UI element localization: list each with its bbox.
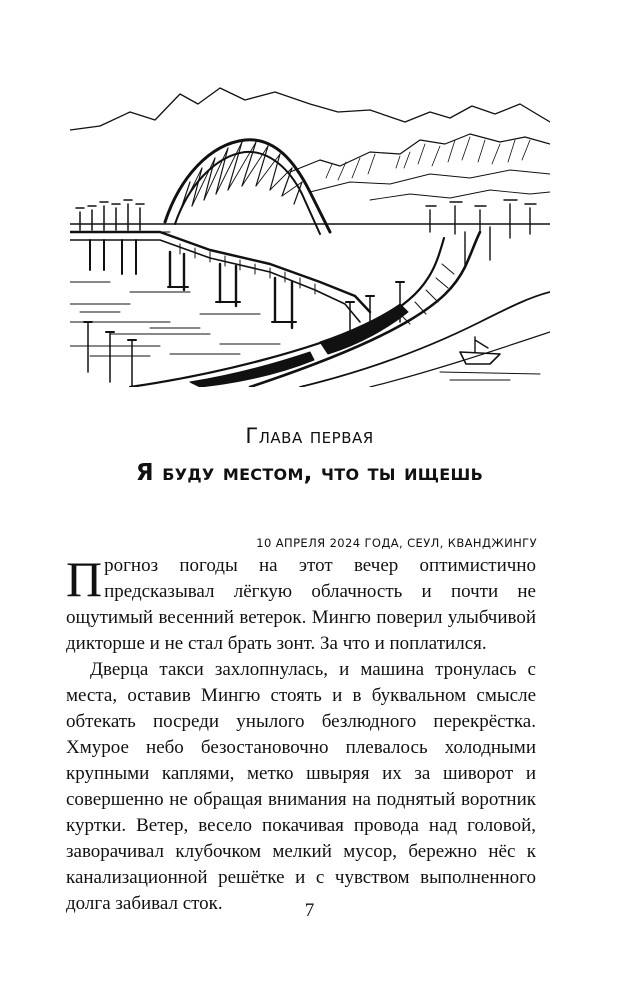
- dateline: 10 АПРЕЛЯ 2024 ГОДА, СЕУЛ, КВАНДЖИНГУ: [256, 536, 537, 550]
- paragraph: Дверца такси захлопнулась, и машина тронулась с места, оставив Мингю стоять и в буквальном смысле обтекать посреди унылого безлюдного перекрёстка. Хмурое небо безостановочно плевалось холодными крупными каплями, метко швыряя их за шиворот и совершенно не обращая внимания на поднятый воротник куртки. Ветер, весело покачивая провода над головой, заворачивал клубочком мелкий мусор, бережно нёс к канализационной решётке и с чувством выполненного долга забивал сток.: [66, 659, 536, 914]
- bridge-illustration: [70, 82, 550, 387]
- page-number: 7: [304, 900, 315, 921]
- chapter-title: Я буду местом, что ты ищешь: [135, 460, 484, 486]
- chapter-body: [66, 553, 536, 917]
- mountain-ridge: [70, 88, 550, 130]
- chapter-label: Глава первая: [245, 424, 374, 448]
- bridge-arch: [165, 140, 330, 232]
- paragraph: Прогноз погоды на этот вечер оптимистично предсказывал лёгкую облачность и почти не ощутимый весенний ветерок. Мингю поверил улыбчивой дикторше и не стал брать зонт. За что и поплатился.: [66, 551, 536, 654]
- boat: [460, 352, 500, 364]
